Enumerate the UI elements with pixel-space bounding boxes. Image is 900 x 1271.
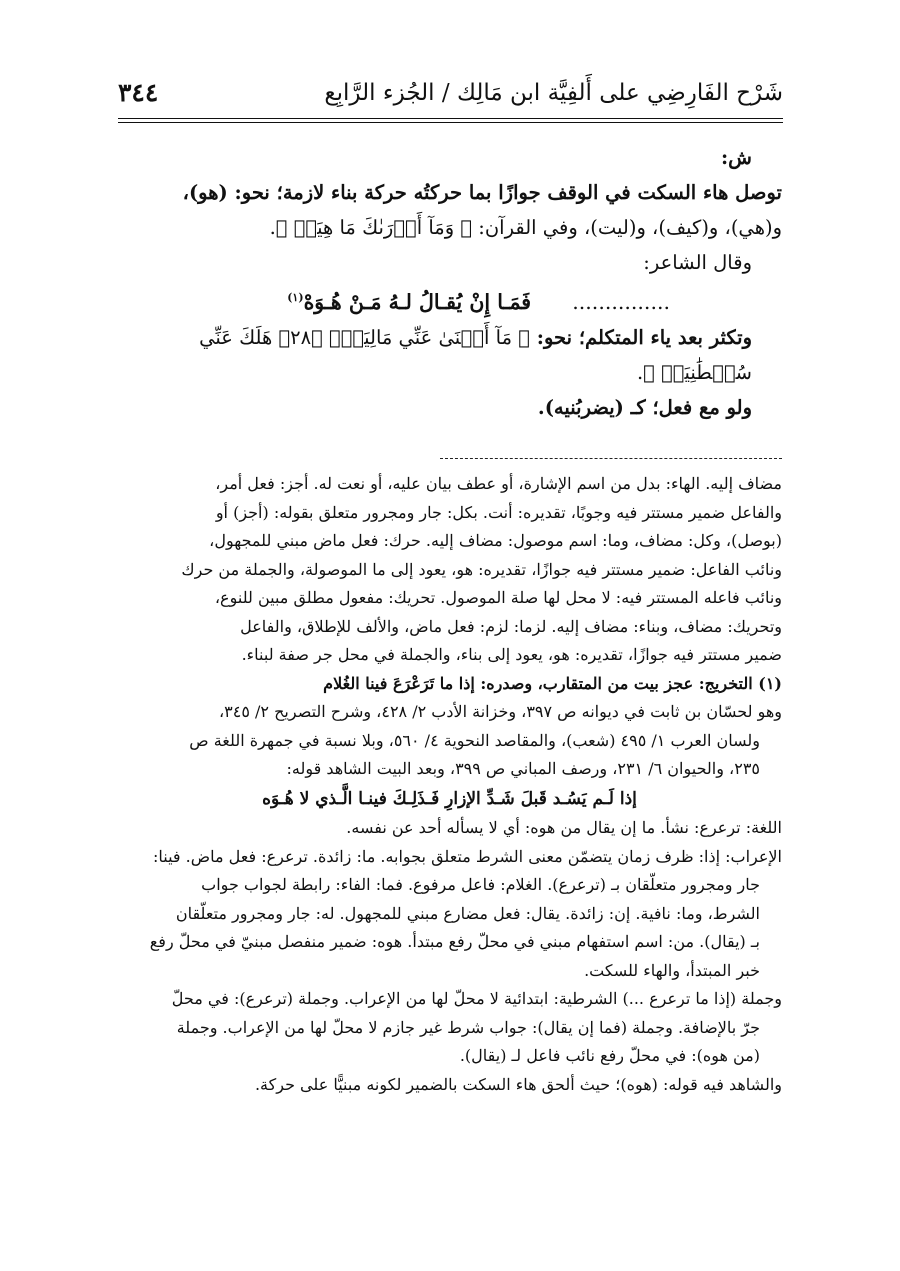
note-line: (بوصل)، وكل: مضاف، وما: اسم موصول: مضاف إليه. حرك: فعل ماض مبني للمجهول، bbox=[209, 531, 782, 550]
quran-quote-2: ﴿ مَآ أَغۡنَىٰ عَنِّي مَالِيَهۡۜ ﴿٢٨﴾ هَلَكَ عَنِّي سُلۡطَٰنِيَهۡ ﴾. bbox=[199, 325, 752, 384]
quran-quote-1: ﴿ وَمَآ أَدۡرَىٰكَ مَا هِيَهۡ ﴾. bbox=[269, 216, 473, 239]
footnote-divider bbox=[440, 458, 782, 459]
note-line: جار ومجرور متعلّقان بـ (ترعرع). الغلام: فاعل مرفوع. فما: الفاء: رابطة لجواب جواب bbox=[201, 875, 760, 894]
note-line: مضاف إليه. الهاء: بدل من اسم الإشارة، أو عطف بيان عليه، أو نعت له. أجز: فعل أمر، bbox=[215, 474, 782, 493]
note-line: جرّ بالإضافة. وجملة (فما إن يقال): جواب شرط غير جازم لا محلّ لها من الإعراب. وجملة bbox=[176, 1017, 760, 1037]
footnote-takhrij: (١) التخريج: عجز بيت من المتقارب، وصدره: إذا ما تَرَعْرَعَ فينا الغُلام bbox=[323, 673, 782, 693]
text-line-5: ولو مع فعل؛ كـ (يضربُنيه). bbox=[537, 395, 752, 419]
running-title: شَرْح الفَارِضِي على أَلفِيَّة ابن مَالِك / الجُزء الرَّابِع bbox=[324, 80, 783, 106]
irab-line: الإعراب: إذا: ظرف زمان يتضمّن معنى الشرط متعلق بجوابه. ما: زائدة. ترعرع: فعل ماض. فينا: bbox=[153, 846, 782, 866]
lugha-line: اللغة: ترعرع: نشأ. ما إن يقال من هوه: أي لا يسأله أحد عن نفسه. bbox=[346, 818, 782, 837]
text-line-2-prefix: و(هي)، و(كيف)، و(ليت)، وفي القرآن: bbox=[478, 216, 782, 239]
footnote-ref: (١) bbox=[287, 291, 304, 304]
note-line: خبر المبتدأ، والهاء للسكت. bbox=[584, 960, 760, 980]
note-line: وهو لحسّان بن ثابت في ديوانه ص ٣٩٧، وخزانة الأدب ٢/ ٤٢٨، وشرح التصريح ٢/ ٣٤٥، bbox=[218, 702, 782, 721]
note-line: (من هوه): في محلّ رفع نائب فاعل لـ (يقال). bbox=[459, 1046, 760, 1065]
verse-ellipsis: ............... bbox=[572, 289, 670, 314]
text-line-3: وقال الشاعر: bbox=[643, 251, 752, 274]
text-line-4 bbox=[117, 320, 782, 390]
note-line: ضمير مستتر فيه جوازًا، تقديره: هو، يعود إلى بناء، والجملة في محل جر صفة لبناء. bbox=[241, 645, 782, 664]
commentary-text bbox=[117, 140, 782, 425]
poetry-verse bbox=[117, 280, 782, 320]
note-line: ٢٣٥، والحيوان ٦/ ٢٣١، ورصف المباني ص ٣٩٩، وبعد البيت الشاهد قوله: bbox=[286, 759, 760, 778]
sh-marker: ش: bbox=[720, 146, 752, 169]
footnotes bbox=[117, 470, 782, 1099]
note-line: ونائب فاعله المستتر فيه: لا محل لها صلة الموصول. تحريك: مفعول مطلق مبين للنوع، bbox=[214, 588, 782, 607]
note-line: وجملة (إذا ما ترعرع ...) الشرطية: ابتدائية لا محلّ لها من الإعراب. وجملة (ترعرع): في محلّ bbox=[171, 989, 782, 1008]
shahid-line: والشاهد فيه قوله: (هوه)؛ حيث ألحق هاء السكت بالضمير لكونه مبنيًّا على حركة. bbox=[254, 1074, 782, 1094]
header-rule bbox=[118, 118, 783, 119]
note-line: ونائب الفاعل: ضمير مستتر فيه جوازًا، تقديره: هو، يعود إلى ما الموصولة، والجملة من حرك bbox=[181, 559, 782, 579]
text-line-2 bbox=[117, 210, 782, 245]
text-line-4-prefix: وتكثر بعد ياء المتكلم؛ نحو: bbox=[536, 325, 752, 349]
note-line: ولسان العرب ١/ ٤٩٥ (شعب)، والمقاصد النحوية ٤/ ٥٦٠، وبلا نسبة في جمهرة اللغة ص bbox=[189, 730, 760, 750]
page-header bbox=[118, 74, 783, 120]
note-line: بـ (يقال). من: اسم استفهام مبني في محلّ رفع مبتدأ. هوه: ضمير منفصل مبنيّ في محلّ رفع bbox=[149, 932, 760, 951]
header-rule-thin bbox=[118, 122, 783, 123]
verse-text: فَمَـا إِنْ يُقـالُ لـهُ مَـنْ هُـوَهْ bbox=[303, 289, 532, 314]
note-line: وتحريك: مضاف، وبناء: مضاف إليه. لزما: لزم: فعل ماض، والألف للإطلاق، والفاعل bbox=[240, 616, 782, 636]
page-number: ٣٤٤ bbox=[118, 78, 159, 107]
note-line: الشرط، وما: نافية. إن: زائدة. يقال: فعل مضارع مبني للمجهول. له: جار ومجرور متعلّقان bbox=[175, 903, 760, 923]
text-line-1: توصل هاء السكت في الوقف جوازًا بما حركتُه حركة بناء لازمة؛ نحو: (هو)، bbox=[182, 181, 782, 204]
note-line: والفاعل ضمير مستتر فيه وجوبًا، تقديره: أنت. بكل: جار ومجرور متعلق بقوله: (أجز) أو bbox=[215, 502, 782, 522]
related-verse: إذا لَـم يَسُـد قَبلَ شَـدِّ الإزارِ فَـذَلِـكَ فينـا الَّـذي لا هُـوَه bbox=[262, 788, 637, 809]
